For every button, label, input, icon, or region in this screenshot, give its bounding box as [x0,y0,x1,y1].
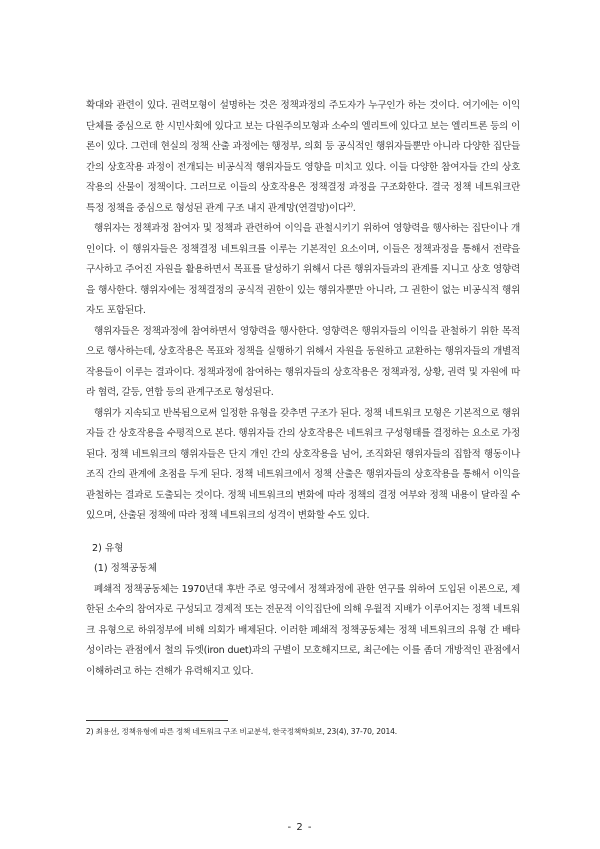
footnote-divider [86,720,228,721]
paragraph-policy-community: 폐쇄적 정책공동체는 1970년대 후반 주로 영국에서 정책과정에 관한 연구를 위하여 도입된 이론으로, 제한된 소수의 참여자로 구성되고 경제적 또는 전문적 이익집단에 의해 우월적 지배가 이루어지는 정책 네트워크 유형으로 하위정부에 비해 의회가 배제된다. 이러한 폐쇄적 정책공동체는 정책 네트워크의 유형 간 배타성이라는 관점에서 철의 듀엣(iron duet)과의 구별이 모호해지므로, 최근에는 이를 좀더 개방적인 관점에서 이해하려고 하는 견해가 유력해지고 있다. [86,583,520,677]
subsection-heading: (1) 정책공동체 [94,563,157,574]
paragraph-structure: 행위가 지속되고 반복됨으로써 일정한 유형을 갖추면 구조가 된다. 정책 네트워크 모형은 기본적으로 행위자들 간 상호작용을 수평적으로 본다. 행위자들 간의 상호작용은 네트워크 구성형태를 결정하는 요소로 가정된다. 정책 네트워크의 행위자들은 단지 개인 간의 상호작용을 넘어, 조직화된 행위자들의 집합적 행동이나 조직 간의 관계에 초점을 두게 된다. 정책 네트워크에서 정책 산출은 행위자들의 상호작용을 통해서 이익을 관철하는 결과로 도출되는 것이다. 정책 네트워크의 변화에 따라 정책의 결정 여부와 정책 내용이 달라질 수 있으며, 산출된 정책에 따라 정책 네트워크의 성격이 변화할 수도 있다. [86,407,520,521]
paragraph-end: . [352,202,356,214]
section-gap [86,527,520,539]
paragraph-actors: 행위자는 정책과정 참여자 및 정책과 관련하여 이익을 관철시키기 위하여 영향력을 행사하는 집단이나 개인이다. 이 행위자들은 정책결정 네트워크를 이루는 기본적인 요소이며, 이들은 정책과정을 통해서 전략을 구사하고 주어진 자원을 활용하면서 목표를 달성하기 위해서 다른 행위자들과의 관계를 지니고 상호 영향력을 행사한다. 행위자에는 정책결정의 공식적 권한이 있는 행위자뿐만 아니라, 그 권한이 없는 비공식적 행위자도 포함된다. [86,223,520,316]
footnote-marker: 2) [347,201,353,209]
footnote: 2) 최용선, 정책유형에 따른 정책 네트워크 구조 비교분석, 한국정책학회보, 23(4), 37-70, 2014. [86,727,397,736]
paragraph-text: 확대와 관련이 있다. 권력모형이 설명하는 것은 정책과정의 주도자가 누구인가 하는 것이다. 여기에는 이익단체를 중심으로 한 시민사회에 있다고 보는 다원주의모형과 소수의 엘리트에 있다고 보는 엘리트론 등의 이론이 있다. 그런데 현실의 정책 산출 과정에는 행정부, 의회 등 공식적인 행위자들뿐만 아니라 다양한 집단들간의 상호작용 과정이 전개되는 비공식적 행위자들도 영향을 미치고 있다. 이들 다양한 참여자들 간의 상호작용의 산물이 정책이다. 그러므로 이들의 상호작용은 정책결정 과정을 구조화한다. 결국 정책 네트워크란 특정 정책을 중심으로 형성된 관계 구조 내지 관계망(연결망)이다 [86,100,520,214]
page-body [86,96,520,682]
section-heading: 2) 유형 [92,542,124,554]
page-number: - 2 - [287,822,313,833]
paragraph-power-model [86,96,520,219]
paragraph-interaction: 행위자들은 정책과정에 참여하면서 영향력을 행사한다. 영향력은 행위자들의 이익을 관철하기 위한 목적으로 행사하는데, 상호작용은 목표와 정책을 실행하기 위해서 자원을 동원하고 교환하는 행위자들의 개별적 작용들이 이루는 결과이다. 정책과정에 참여하는 행위자들의 상호작용은 정책과정, 상황, 권력 및 자원에 따라 협력, 갈등, 연합 등의 관계구조로 형성된다. [86,325,520,398]
